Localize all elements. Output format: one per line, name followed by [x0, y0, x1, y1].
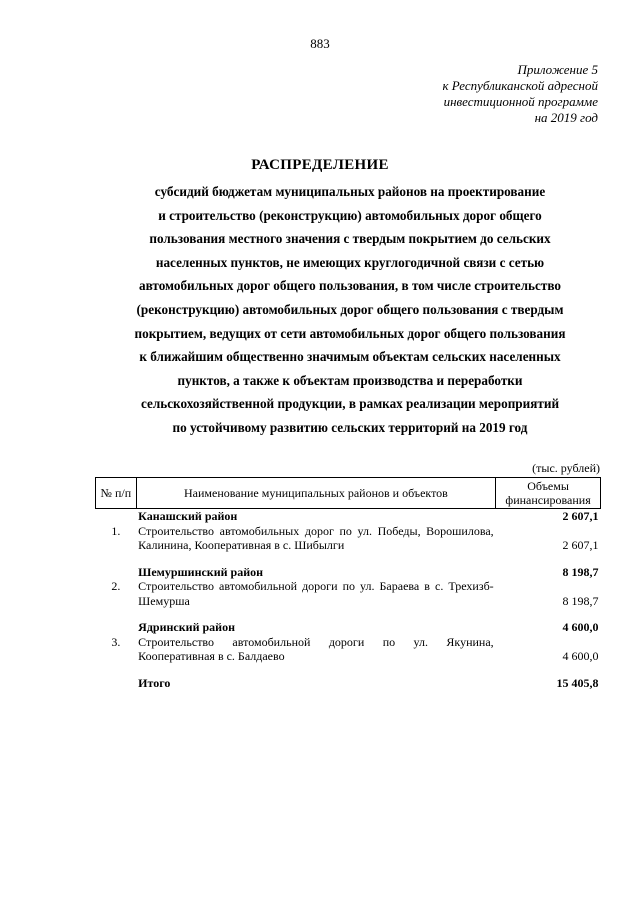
total-row [96, 676, 601, 691]
object-description: Строительство автомобильной дороги по ул. Якунина, Кооперативная в с. Балдаево [138, 634, 494, 663]
appendix-note [378, 62, 598, 126]
subtitle-line: покрытием, ведущих от сети автомобильных дорог общего пользования [134, 325, 566, 341]
units-label: (тыс. рублей) [532, 461, 600, 475]
subtitle-line: (реконструкцию) автомобильных дорог общего пользования с твердым [136, 301, 564, 317]
object-description: Строительство автомобильных дорог по ул. Победы, Ворошилова, Калинина, Кооперативная в с. Шибылги [138, 523, 494, 552]
subtitle-line: населенных пунктов, не имеющих круглогодичной связи с сетью [155, 254, 545, 270]
subtitle-line: и строительство (реконструкцию) автомобильных дорог общего [158, 207, 542, 223]
appendix-line: к Республиканской адресной [442, 78, 598, 93]
subtitle-line: автомобильных дорог общего пользования, в том числе строительство [139, 278, 561, 294]
object-amount: 4 600,0 [562, 649, 599, 663]
district-total: 4 600,0 [562, 620, 599, 634]
district-name: Ядринский район [138, 620, 235, 634]
object-amount: 8 198,7 [562, 593, 599, 608]
subtitle-line: по устойчивому развитию сельских территорий на 2019 год [172, 419, 528, 435]
district-total: 8 198,7 [562, 564, 599, 579]
table-row [96, 635, 601, 664]
header-number: № п/п [96, 478, 137, 509]
total-amount: 15 405,8 [556, 675, 599, 690]
table-row [96, 565, 601, 580]
total-label: Итого [138, 675, 171, 690]
subtitle-line: пунктов, а также к объектам производства и переработки [177, 372, 523, 388]
table-row [96, 524, 601, 553]
table-row [96, 509, 601, 524]
funding-table [95, 477, 601, 690]
document-subtitle [95, 180, 605, 440]
subtitle-line: пользования местного значения с твердым покрытием до сельских [149, 231, 551, 247]
row-number: 3. [111, 634, 121, 649]
subtitle-line: сельскохозяйственной продукции, в рамках реализации мероприятий [140, 396, 560, 412]
header-amount: Объемы финансирования [496, 478, 601, 509]
appendix-line: Приложение 5 [517, 62, 598, 77]
row-number: 1. [111, 523, 121, 538]
table-header-row [96, 478, 601, 509]
table-row [96, 620, 601, 635]
appendix-line: на 2019 год [534, 110, 598, 125]
district-total: 2 607,1 [562, 509, 599, 523]
subtitle-line: субсидий бюджетам муниципальных районов на проектирование [154, 184, 546, 199]
page-number: 883 [310, 36, 330, 51]
header-name: Наименование муниципальных районов и объектов [136, 478, 496, 509]
district-name: Шемуршинский район [138, 564, 264, 579]
district-name: Канашский район [138, 509, 238, 523]
appendix-line: инвестиционной программе [443, 94, 598, 109]
table-row [96, 579, 601, 608]
subtitle-line: к ближайшим общественно значимым объектам сельских населенных [139, 349, 561, 365]
object-amount: 2 607,1 [562, 538, 599, 552]
row-number: 2. [111, 579, 121, 593]
document-title: РАСПРЕДЕЛЕНИЕ [251, 157, 389, 173]
object-description: Строительство автомобильной дороги по ул. Бараева в с. Трехизб-Шемурша [138, 579, 494, 608]
